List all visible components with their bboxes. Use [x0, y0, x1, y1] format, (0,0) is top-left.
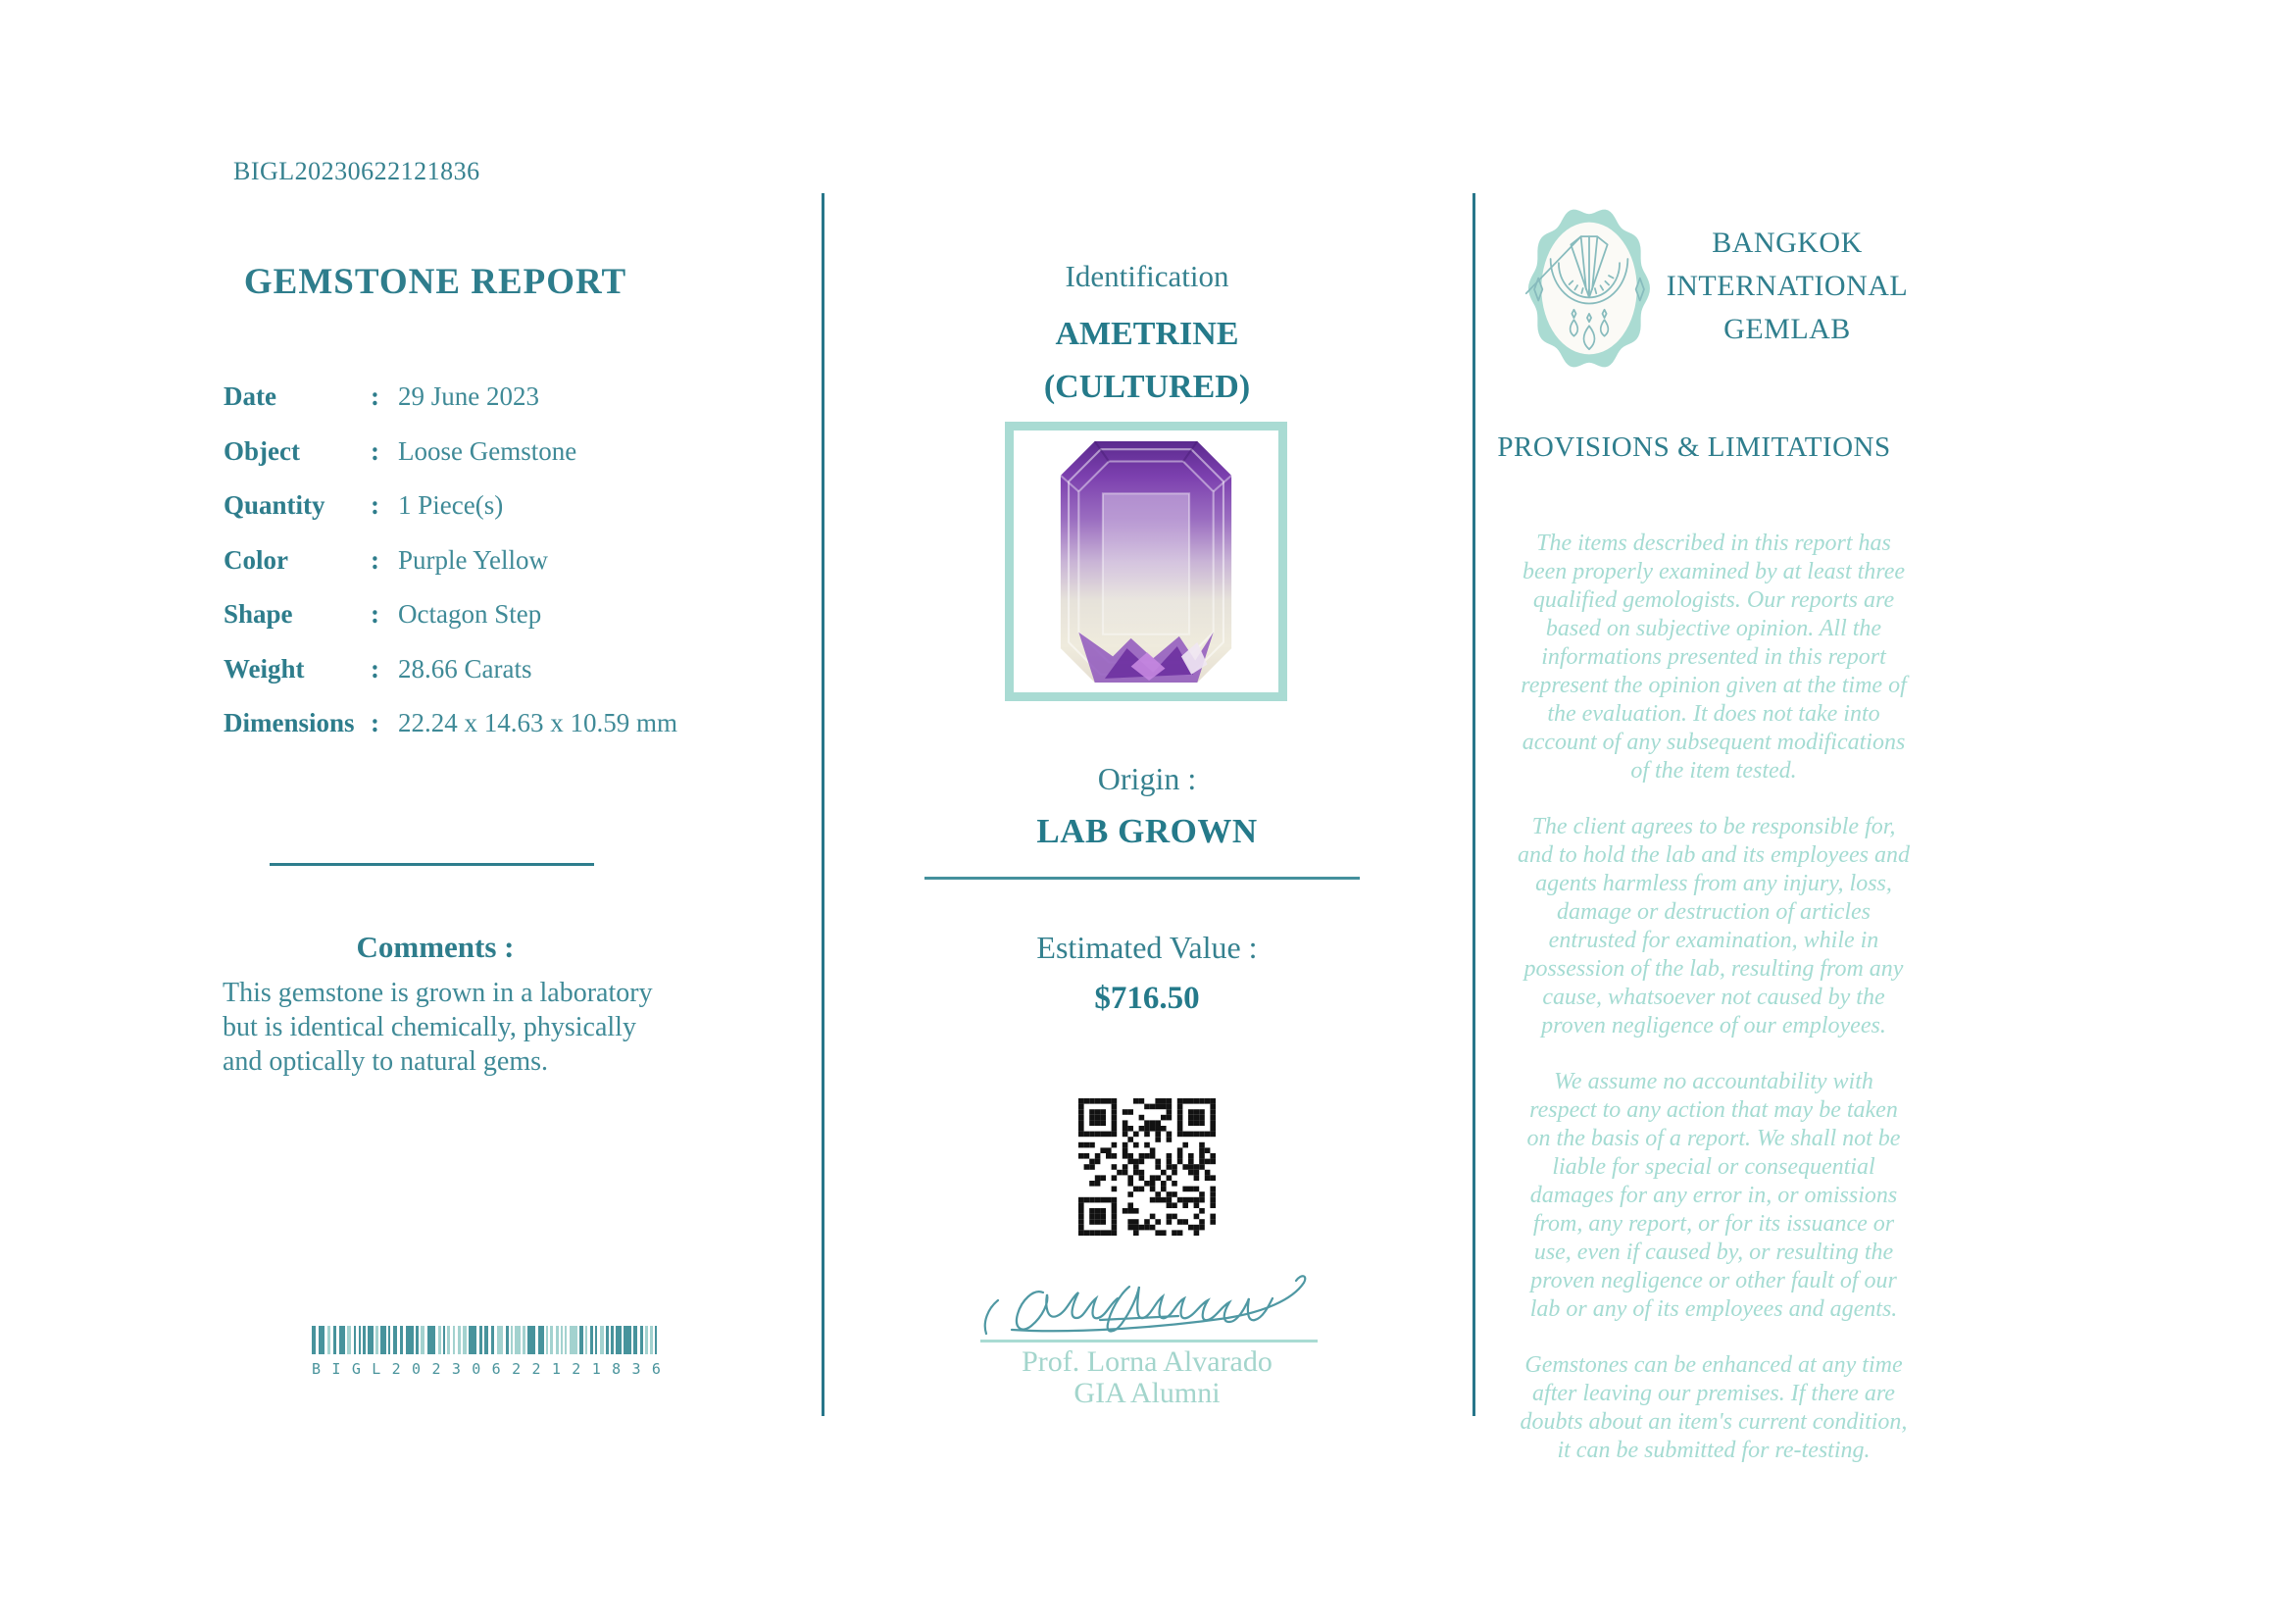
origin-label: Origin :	[1097, 761, 1197, 796]
table-row	[224, 587, 684, 642]
signature-icon	[982, 1265, 1316, 1342]
lab-name	[1659, 222, 1916, 351]
origin-value: LAB GROWN	[1036, 812, 1258, 850]
table-row	[224, 425, 684, 480]
table-row	[224, 533, 684, 588]
qr-code-icon	[1078, 1098, 1216, 1236]
lab-name-line: BANGKOK	[1712, 227, 1863, 259]
field-value: 29 June 2023	[398, 381, 539, 412]
provisions-text	[1518, 530, 1910, 1493]
provisions-paragraph: The client agrees to be responsible for, and to hold the lab and its employees and agents harmless from any injury, loss, damage or destruction of articles entrusted for examination, while in possession of the lab, resulting from any cause, whatsoever not caused by the proven negligence of our employees.	[1518, 814, 1910, 1038]
lab-name-line: GEMLAB	[1723, 313, 1851, 345]
field-label: Quantity	[224, 490, 325, 521]
provisions-heading: PROVISIONS & LIMITATIONS	[1497, 431, 1891, 463]
report-title: GEMSTONE REPORT	[243, 262, 627, 302]
table-row	[224, 696, 684, 751]
field-label: Shape	[224, 599, 293, 630]
divider-left-middle	[822, 193, 824, 1416]
field-colon: :	[371, 653, 379, 684]
field-value: Octagon Step	[398, 599, 542, 630]
signature-divider	[980, 1340, 1318, 1342]
field-label: Dimensions	[224, 708, 355, 738]
estimated-value-label: Estimated Value :	[1036, 930, 1258, 965]
field-colon: :	[371, 599, 379, 630]
origin-divider	[924, 877, 1360, 880]
estimated-value-amount: $716.50	[1094, 981, 1200, 1016]
barcode-label: B I G L 2 0 2 3 0 6 2 2 1 2 1 8 3 6	[312, 1360, 661, 1378]
table-row	[224, 479, 684, 533]
gem-variety: (CULTURED)	[1043, 369, 1251, 405]
field-colon: :	[371, 544, 379, 575]
provisions-paragraph: Gemstones can be enhanced at any time after leaving our premises. If there are doubts about an item's current condition, it can be submitted for re-testing.	[1520, 1352, 1908, 1463]
field-value: 28.66 Carats	[398, 653, 532, 684]
identification-heading: Identification	[1065, 259, 1229, 293]
table-row	[224, 370, 684, 425]
certificate-number: BIGL20230622121836	[233, 157, 480, 185]
gem-species: AMETRINE	[1055, 316, 1239, 352]
field-label: Date	[224, 381, 276, 412]
field-label: Color	[224, 544, 288, 575]
comments-heading: Comments :	[356, 930, 515, 964]
gem-attributes-table	[224, 370, 684, 751]
barcode	[312, 1326, 661, 1378]
signatory-credential: GIA Alumni	[1073, 1377, 1221, 1409]
table-row	[224, 642, 684, 697]
divider-middle-right	[1472, 193, 1475, 1416]
lab-logo-icon	[1525, 204, 1653, 373]
provisions-paragraph: We assume no accountability with respect to any action that may be taken on the basis of a report. We shall not be liable for special or consequential damages for any error in, or omissions from, any report, or for its issuance or use, even if caused by, or resulting the proven negligence or other fault of our lab or any of its employees and agents.	[1526, 1069, 1901, 1322]
barcode-icon	[312, 1326, 661, 1354]
field-label: Object	[224, 435, 300, 466]
field-label: Weight	[224, 653, 305, 684]
field-colon: :	[371, 490, 379, 521]
signatory-name: Prof. Lorna Alvarado	[1022, 1345, 1273, 1378]
field-value: Loose Gemstone	[398, 435, 577, 466]
field-value: 1 Piece(s)	[398, 490, 504, 521]
field-colon: :	[371, 708, 379, 738]
comments-text: This gemstone is grown in a laboratory but is identical chemically, physically and optically to natural gems.	[223, 978, 653, 1077]
field-value: 22.24 x 14.63 x 10.59 mm	[398, 708, 678, 738]
field-value: Purple Yellow	[398, 544, 549, 575]
comments-divider	[270, 863, 594, 866]
gem-photo	[1060, 441, 1232, 683]
field-colon: :	[371, 435, 379, 466]
lab-name-line: INTERNATIONAL	[1666, 270, 1909, 302]
gem-photo-frame	[1005, 422, 1287, 701]
field-colon: :	[371, 381, 379, 412]
provisions-paragraph: The items described in this report has been properly examined by at least three qualified gemologists. Our reports are based on subjective opinion. All the informations presented in this report represent the opinion given at the time of the evaluation. It does not take into account of any subsequent modifications of the item tested.	[1521, 531, 1907, 784]
